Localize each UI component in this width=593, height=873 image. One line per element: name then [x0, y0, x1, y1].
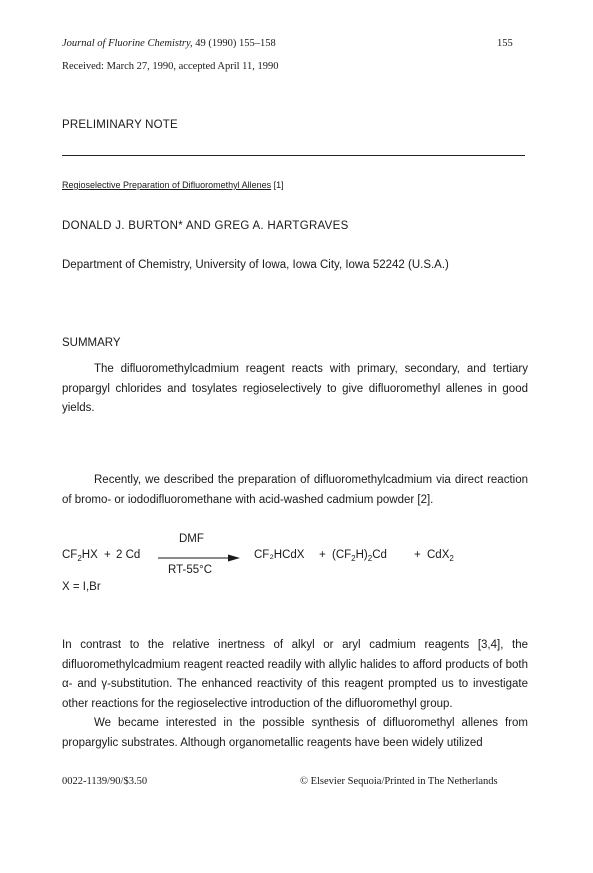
- reaction-arrow-icon: [158, 553, 240, 563]
- page-number: 155: [497, 38, 513, 49]
- reactant-cf2hx: $CF_2HX$: [62, 549, 98, 563]
- summary-heading: SUMMARY: [62, 337, 121, 349]
- article-title-text: Regioselective Preparation of Difluoromethyl Allenes: [62, 180, 272, 190]
- body-paragraph-1: [62, 471, 528, 510]
- footer-code: 0022-1139/90/$3.50: [62, 776, 148, 787]
- reaction-equation: [62, 533, 532, 596]
- journal-issue: (1990) 155–158: [208, 38, 276, 49]
- summary-paragraph: [62, 360, 528, 419]
- condition-temperature: RT-55°C: [168, 564, 213, 576]
- article-title-ref: [1]: [273, 180, 284, 190]
- journal-name: Journal of Fluorine Chemistry,: [62, 38, 193, 49]
- summary-text: The difluoromethylcadmium reagent reacts with primary, secondary, and tertiary propargyl chlorides and tosylates regioselectively to give difluoromethyl allenes in good yields.: [62, 363, 528, 414]
- header-divider: [62, 155, 525, 156]
- received-dates: Received: March 27, 1990, accepted April 11, 1990: [62, 61, 279, 72]
- condition-solvent: DMF: [179, 533, 204, 545]
- plus-sign-3: +: [414, 549, 421, 561]
- journal-citation: [62, 38, 276, 49]
- plus-sign-1: +: [104, 549, 111, 561]
- journal-volume: 49: [195, 38, 206, 49]
- affiliation: Department of Chemistry, University of Iowa, Iowa City, Iowa 52242 (U.S.A.): [62, 259, 449, 271]
- x-definition: X = I,Br: [62, 581, 101, 593]
- body-paragraph-2: [62, 636, 528, 753]
- footer-publisher: © Elsevier Sequoia/Printed in The Netherlands: [300, 776, 498, 787]
- plus-sign-2: +: [319, 549, 326, 561]
- product-cf2hcdx: CF₂HCdX: [254, 549, 305, 561]
- body-text-1: Recently, we described the preparation of difluoromethylcadmium via direct reaction of bromo- or iododifluoromethane with acid-washed cadmium powder [2].: [62, 474, 528, 506]
- product-cdx2: CdX$_2$: [427, 549, 454, 563]
- product-bis-cadmium: $(CF_2H)_2Cd$: [332, 549, 387, 563]
- author-list: DONALD J. BURTON* AND GREG A. HARTGRAVES: [62, 220, 349, 232]
- section-label: PRELIMINARY NOTE: [62, 119, 178, 131]
- reactant-cd: 2 Cd: [116, 549, 141, 561]
- body-text-3: We became interested in the possible synthesis of difluoromethyl allenes from propargylic substrates. Although organometallic reagents have been widely utilized: [62, 717, 528, 749]
- body-text-2: In contrast to the relative inertness of alkyl or aryl cadmium reagents [3,4], the difluoromethylcadmium reagent reacted readily with allylic halides to afford products of both α- and γ-substitution. The enhanced reactivity of this reagent prompted us to investigate other reactions for the regioselective introduction of the difluoromethyl group.: [62, 639, 528, 710]
- article-title: [62, 180, 284, 190]
